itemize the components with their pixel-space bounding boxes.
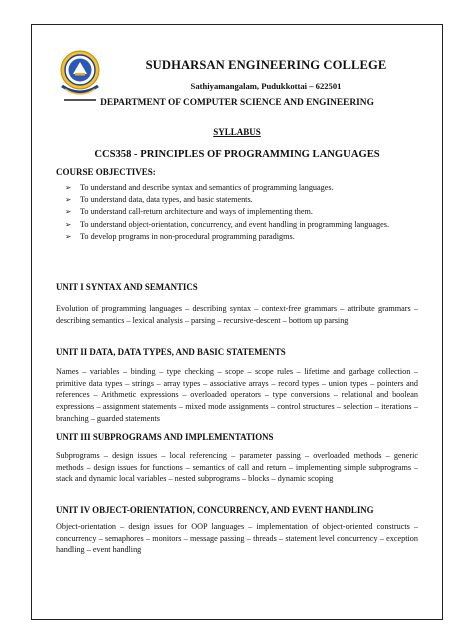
objective-item [56, 182, 420, 194]
arrow-bullet-icon: ➢ [65, 195, 72, 205]
objectives-list [56, 182, 420, 243]
objective-text: To understand and describe syntax and semantics of programming languages. [80, 183, 334, 192]
unit-4-body: Object-orientation – design issues for OOP languages – implementation of object-oriented constructs – concurrency – semaphores – monitors – message passing – threads – statement level concurrency – exception handling – event handling [56, 522, 418, 555]
college-name: SUDHARSAN ENGINEERING COLLEGE [145, 58, 387, 72]
unit-2-heading: UNIT II DATA, DATA TYPES, AND BASIC STATEMENTS [56, 347, 286, 357]
unit-2-body: Names – variables – binding – type checking – scope – scope rules – lifetime and garbage collection – primitive data types – strings – array types – associative arrays – record types – union types – pointers and references – Arithmetic expressions – overloaded operators – type conversions – relational and boolean expressions – assignment statements – mixed mode assignments – control structures – selection – iterations – branching – guarded statements [56, 367, 418, 423]
objective-item [56, 219, 420, 231]
arrow-bullet-icon: ➢ [65, 231, 72, 241]
department-name: DEPARTMENT OF COMPUTER SCIENCE AND ENGINEERING [100, 98, 374, 108]
arrow-bullet-icon: ➢ [65, 207, 72, 217]
objectives-heading: COURSE OBJECTIVES: [56, 167, 156, 177]
arrow-bullet-icon: ➢ [65, 183, 72, 192]
unit-1-heading: UNIT I SYNTAX AND SEMANTICS [56, 282, 198, 292]
objective-item [56, 206, 420, 218]
objective-item [56, 194, 420, 206]
arrow-bullet-icon: ➢ [65, 219, 72, 229]
syllabus-label: SYLLABUS [213, 127, 261, 137]
college-address: Sathiyamangalam, Pudukkottai – 622501 [190, 81, 342, 91]
course-title: CCS358 - PRINCIPLES OF PROGRAMMING LANGUAGES [94, 149, 380, 160]
unit-3-body: Subprograms – design issues – local referencing – parameter passing – overloaded methods – generic methods – design issues for functions – semantics of call and return – implementing simple subprograms – stack and dynamic local variables – nested subprograms – blocks – dynamic scoping [56, 451, 418, 484]
unit-1-body: Evolution of programming languages – describing syntax – context-free grammars – attribute grammars – describing semantics – lexical analysis – parsing – recursive-descent – bottom up parsing [56, 304, 418, 325]
objective-text: To understand object-orientation, concurrency, and event handling in programming languages. [80, 219, 390, 229]
objective-text: To understand call-return architecture and ways of implementing them. [80, 207, 313, 217]
unit-4-heading: UNIT IV OBJECT-ORIENTATION, CONCURRENCY, AND EVENT HANDLING [56, 505, 374, 515]
objective-text: To understand data, data types, and basic statements. [80, 195, 253, 205]
objective-item [56, 231, 420, 243]
unit-3-heading: UNIT III SUBPROGRAMS AND IMPLEMENTATIONS [56, 432, 274, 442]
objective-text: To develop programs in non-procedural programming paradigms. [80, 231, 295, 241]
